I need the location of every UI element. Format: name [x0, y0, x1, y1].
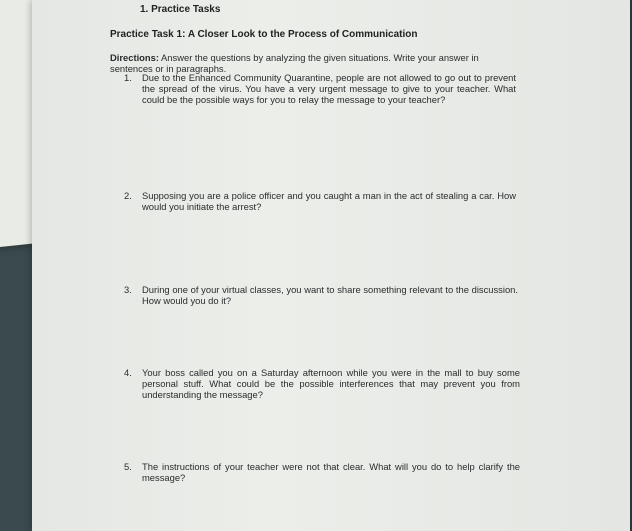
directions-paragraph: [110, 52, 515, 74]
question-5: [124, 461, 520, 483]
question-number: 5.: [124, 461, 132, 472]
question-number: 1.: [124, 72, 132, 83]
directions-text: Answer the questions by analyzing the given situations. Write your answer in sentences or in paragraphs.: [110, 52, 479, 74]
question-text: The instructions of your teacher were not that clear. What will you do to help clarify the message?: [142, 461, 520, 483]
question-number: 2.: [124, 190, 132, 201]
question-4: [124, 367, 520, 400]
question-text: Due to the Enhanced Community Quarantine, people are not allowed to go out to prevent the spread of the virus. You have a very urgent message to give to your teacher. What could be the possible ways for you to relay the message to your teacher?: [142, 72, 516, 105]
question-3: [124, 284, 518, 306]
question-2: [124, 190, 516, 212]
task-title: Practice Task 1: A Closer Look to the Process of Communication: [110, 29, 418, 40]
question-number: 3.: [124, 284, 132, 295]
question-text: Your boss called you on a Saturday afternoon while you were in the mall to buy some personal stuff. What could be the possible interferences that may prevent you from understanding the message?: [142, 367, 520, 400]
question-number: 4.: [124, 367, 132, 378]
question-1: [124, 72, 516, 105]
question-text: During one of your virtual classes, you want to share something relevant to the discussion. How would you do it?: [142, 284, 518, 306]
section-title: 1. Practice Tasks: [140, 4, 221, 15]
question-text: Supposing you are a police officer and you caught a man in the act of stealing a car. How would you initiate the arrest?: [142, 190, 516, 212]
directions-label: Directions:: [110, 52, 159, 63]
